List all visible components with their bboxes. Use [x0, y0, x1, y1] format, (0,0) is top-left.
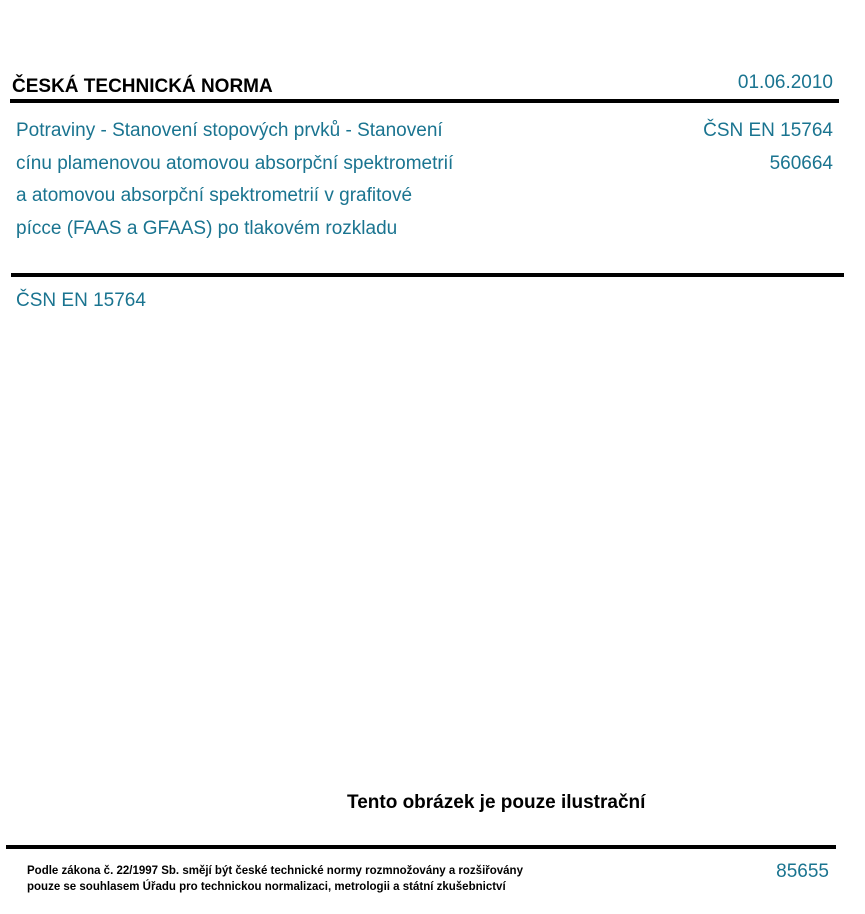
standard-title-line: cínu plamenovou atomovou absorpční spektrometrií: [16, 152, 454, 174]
standard-title: [16, 115, 536, 245]
standard-title-line: pícce (FAAS a GFAAS) po tlakovém rozkladu: [16, 217, 398, 239]
legal-notice-line: pouze se souhlasem Úřadu pro technickou normalizaci, metrologii a státní zkušebnictví: [27, 881, 506, 893]
bottom-divider: [6, 845, 836, 849]
legal-notice: [27, 863, 523, 895]
document-number: 85655: [776, 861, 829, 882]
illustration-note: Tento obrázek je pouze ilustrační: [347, 792, 646, 813]
class-number: 560664: [769, 152, 833, 174]
legal-notice-line: Podle zákona č. 22/1997 Sb. smějí být české technické normy rozmnožovány a rozšiřovány: [27, 865, 523, 877]
standard-title-line: a atomovou absorpční spektrometrií v grafitové: [16, 185, 413, 206]
top-divider: [10, 99, 839, 103]
publication-date: 01.06.2010: [737, 72, 833, 93]
standard-code: ČSN EN 15764: [703, 120, 833, 141]
reference-code: ČSN EN 15764: [16, 290, 146, 311]
middle-divider: [11, 273, 844, 277]
standard-title-line: Potraviny - Stanovení stopových prvků - Stanovení: [16, 120, 443, 141]
standard-codes: [703, 115, 833, 180]
header-title: ČESKÁ TECHNICKÁ NORMA: [12, 76, 273, 97]
